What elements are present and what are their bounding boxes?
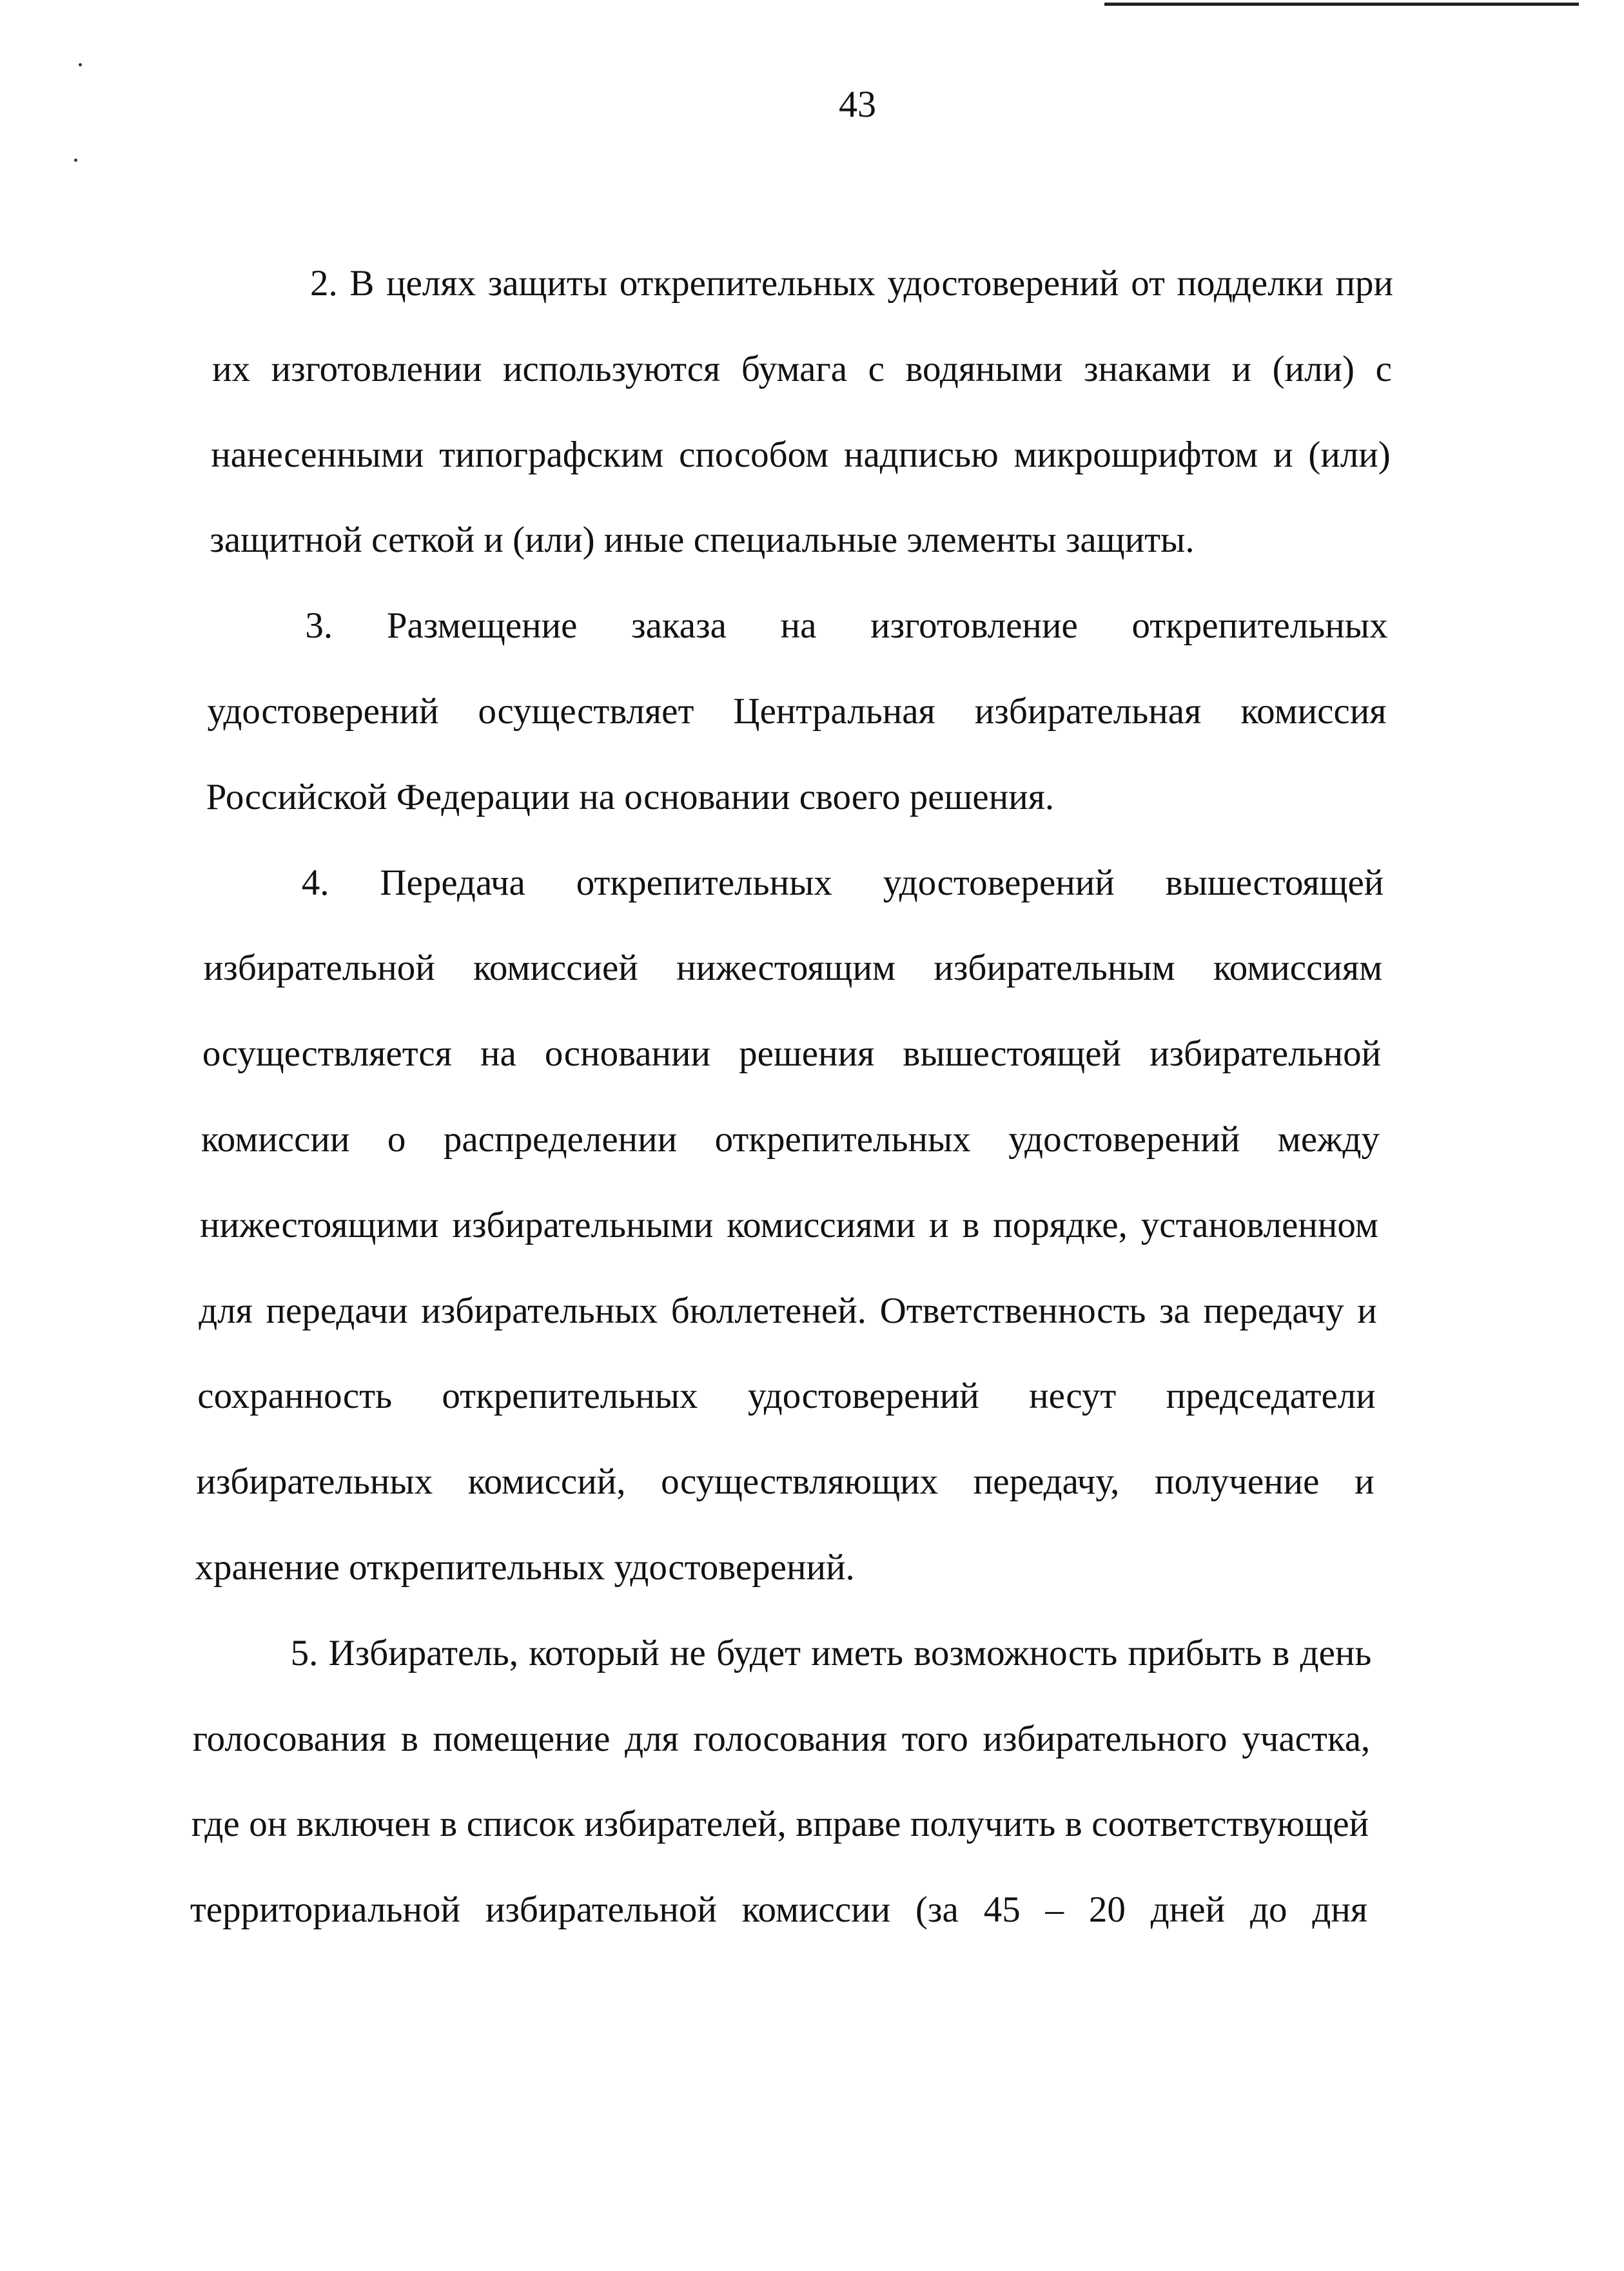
paragraph-line: сохранность открепительных удостоверений несут председатели [197,1376,1376,1417]
paragraph-first-line: 3. Размещение заказа на изготовление открепительных [305,605,1388,647]
paragraph-line: голосования в помещение для голосования того избирательного участка, [192,1718,1371,1759]
paragraph-line: нанесенными типографским способом надписью микрошрифтом и (или) [211,434,1391,475]
page-number: 43 [839,83,876,125]
scan-speck [74,159,77,162]
paragraph-line: их изготовлении используются бумага с водяными знаками и (или) с [212,348,1392,389]
paragraph-line: хранение открепительных удостоверений. [195,1547,855,1588]
paragraph-line: избирательных комиссий, осуществляющих передачу, получение и [196,1461,1375,1503]
paragraph-line: где он включен в список избирателей, вправе получить в соответствующей [191,1804,1369,1845]
paragraph-line: для передачи избирательных бюллетеней. Ответственность за передачу и [199,1290,1377,1331]
paragraph-line: комиссии о распределении открепительных удостоверений между [201,1119,1380,1160]
paragraph-first-line: 4. Передача открепительных удостоверений вышестоящей [301,862,1384,903]
paragraph-line: Российской Федерации на основании своего решения. [206,776,1055,817]
paragraph-first-line: 5. Избиратель, который не будет иметь возможность прибыть в день [290,1632,1372,1673]
paragraph-line: избирательной комиссией нижестоящим избирательным комиссиям [203,948,1383,989]
paragraph-line: территориальной избирательной комиссии (за 45 – 20 дней до дня [190,1889,1368,1931]
paragraph-line: удостоверений осуществляет Центральная избирательная комиссия [207,691,1387,732]
paragraph-line: нижестоящими избирательными комиссиями и в порядке, установленном [200,1204,1378,1245]
scan-speck [79,63,82,66]
top-scan-rule [1104,3,1579,6]
paragraph-line: осуществляется на основании решения вышестоящей избирательной [202,1033,1382,1075]
paragraph-line: защитной сеткой и (или) иные специальные элементы защиты. [210,520,1195,561]
paragraph-first-line: 2. В целях защиты открепительных удостоверений от подделки при [310,263,1393,304]
